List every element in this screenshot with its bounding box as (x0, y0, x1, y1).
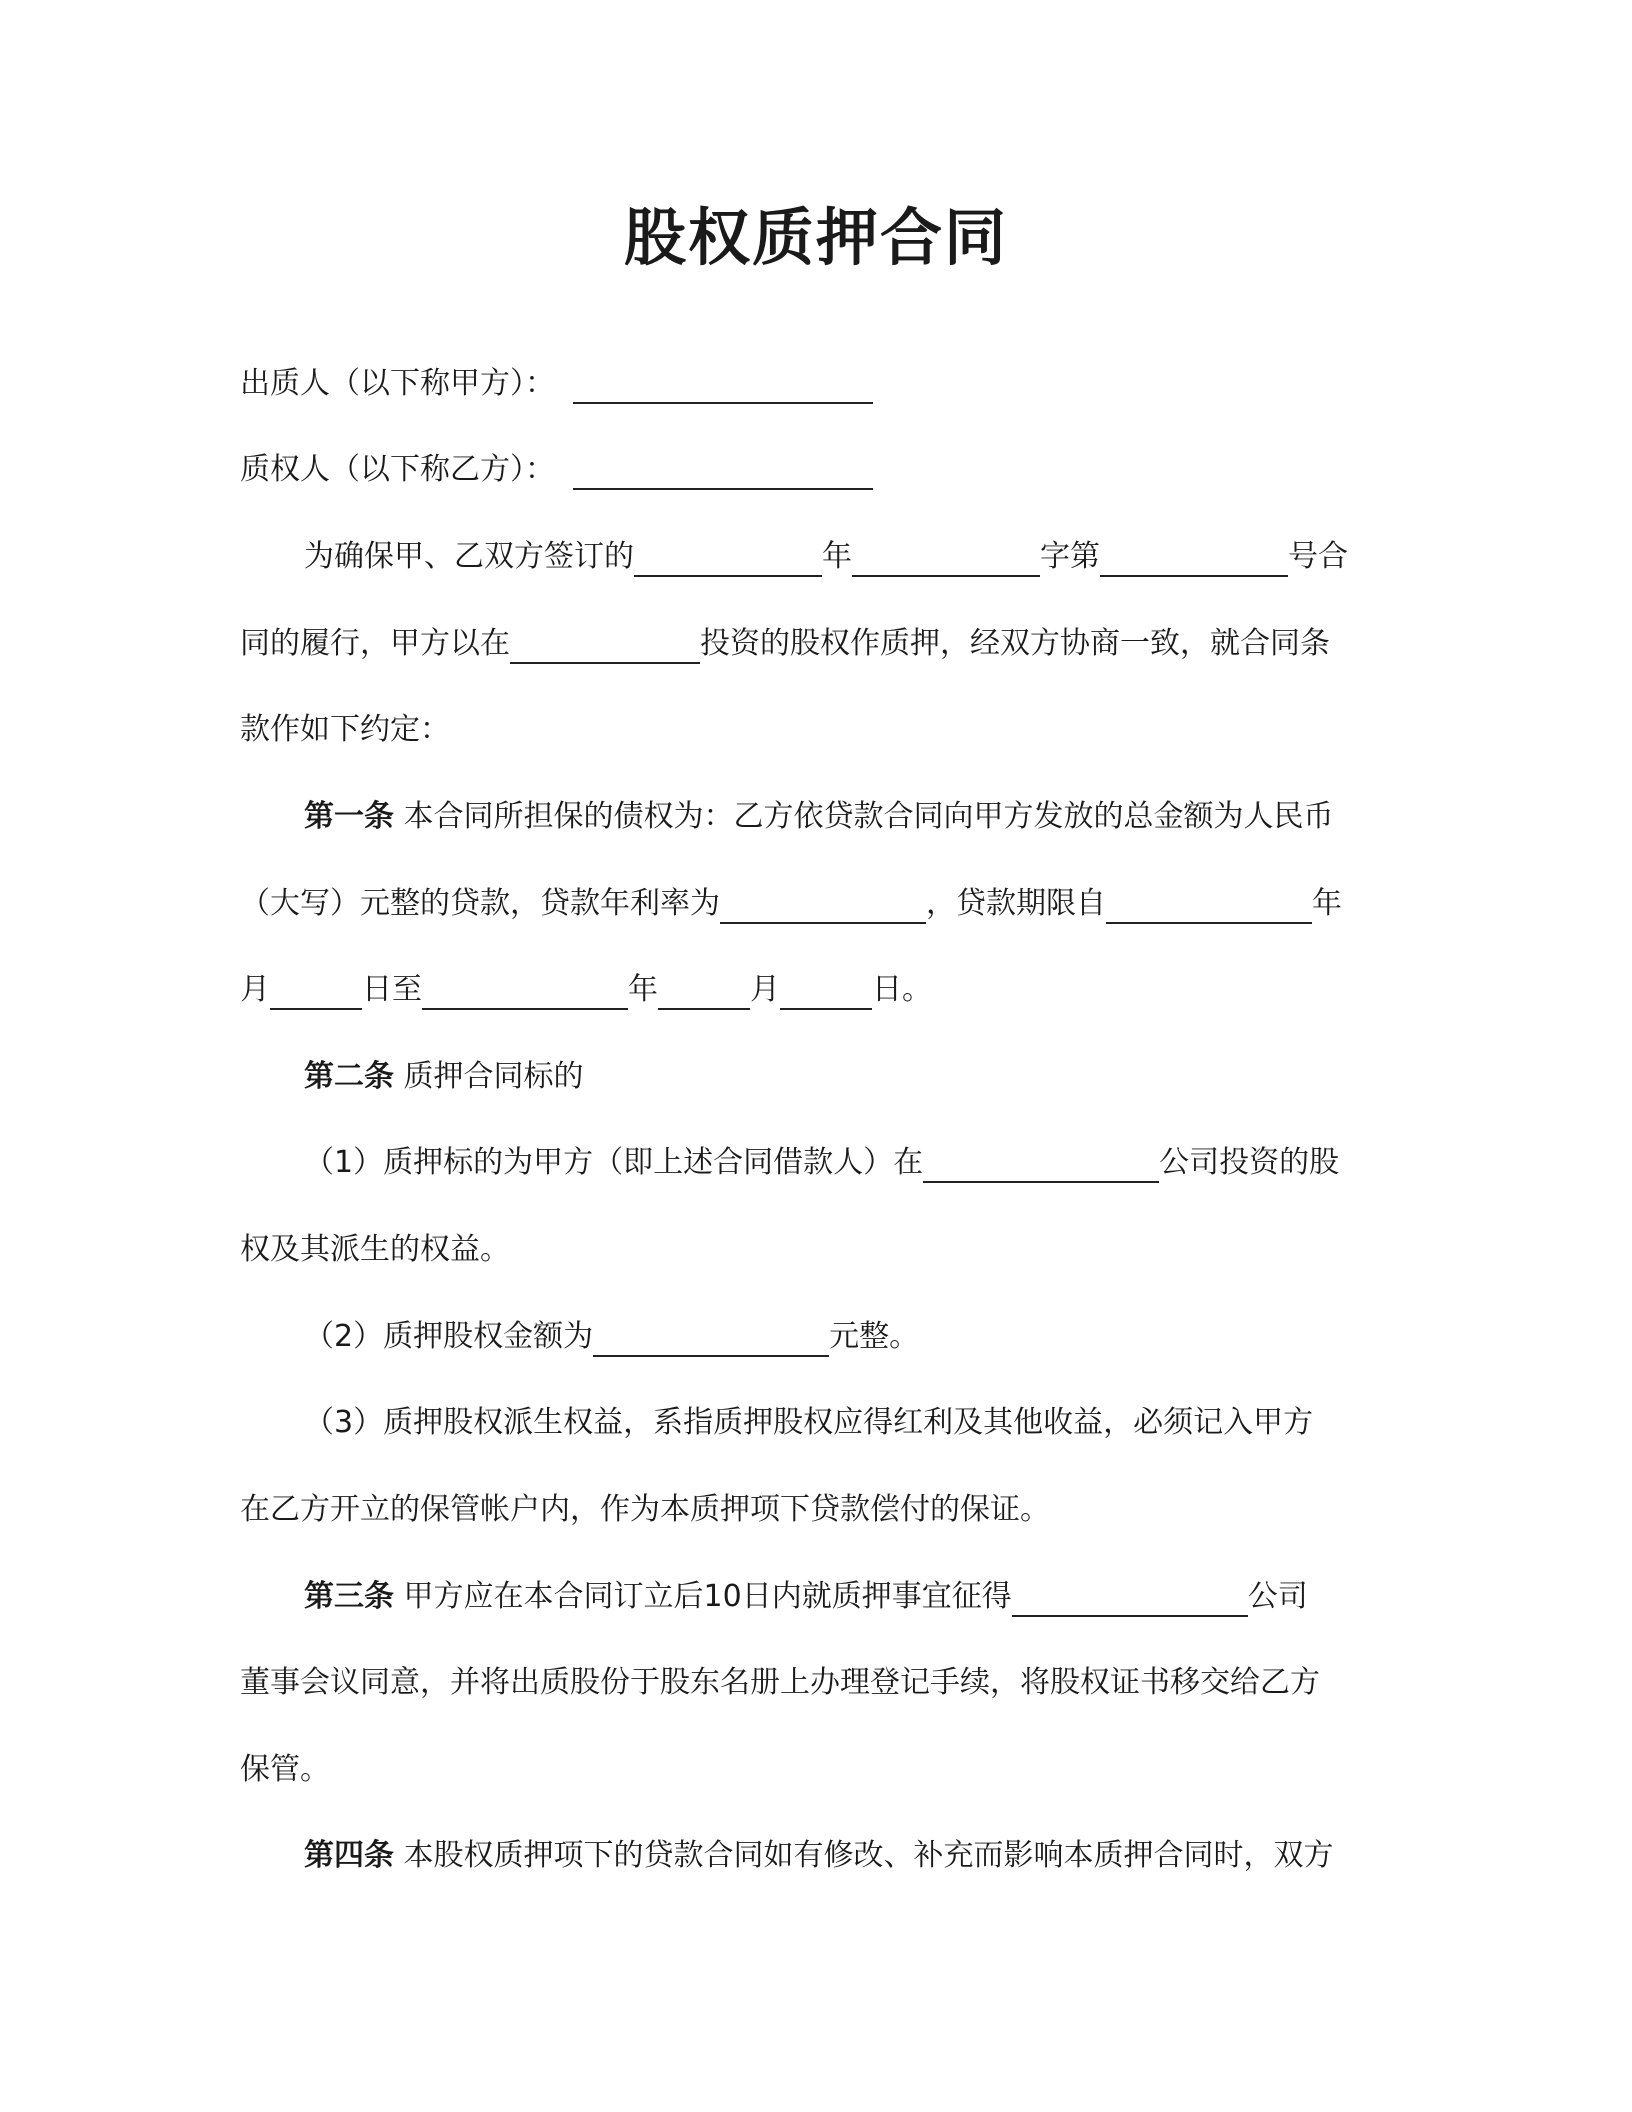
article2-item3-line-2: 在乙方开立的保管帐户内，作为本质押项下贷款偿付的保证。 (240, 1492, 1050, 1527)
article2-item1-text-b: 公司投资的股 (1159, 1145, 1340, 1180)
article3-line-3: 保管。 (240, 1752, 330, 1787)
intro-text-1d: 号合 (1288, 539, 1348, 574)
article3-text-1b: 公司 (1247, 1579, 1308, 1614)
article2-item3-line-1: （3）质押股权派生权益，系指质押股权应得红利及其他收益，必须记入甲方 (304, 1405, 1314, 1440)
pledge-amount-blank[interactable] (593, 1321, 829, 1357)
article2-item2-text-b: 元整。 (829, 1319, 920, 1354)
intro-text-2a: 同的履行，甲方以在 (240, 626, 510, 661)
article1-line-1 (240, 797, 1380, 837)
article2-item1-line-1 (240, 1143, 1380, 1183)
article4-heading: 第四条 (304, 1838, 394, 1873)
intro-text-2b: 投资的股权作质押，经双方协商一致，就合同条 (700, 626, 1330, 661)
article1-line-3 (240, 970, 1380, 1010)
loan-start-month-blank[interactable] (270, 974, 362, 1010)
article3-heading: 第三条 (304, 1579, 394, 1614)
article1-heading: 第一条 (304, 799, 394, 834)
loan-end-day-blank[interactable] (780, 974, 872, 1010)
document-title: 股权质押合同 (623, 201, 1008, 274)
article2-item1-line-2: 权及其派生的权益。 (240, 1232, 510, 1267)
intro-text-1c: 字第 (1040, 539, 1100, 574)
pledgor-label: 出质人（以下称甲方）： (240, 366, 555, 401)
article2-item2-text-a: （2）质押股权金额为 (304, 1319, 594, 1354)
pledgor-blank[interactable] (573, 368, 873, 404)
article4-line-1 (240, 1836, 1380, 1876)
article3-line-2: 董事会议同意，并将出质股份于股东名册上办理登记手续，将股权证书移交给乙方 (240, 1665, 1320, 1700)
article1-text-3e: 日。 (872, 972, 932, 1007)
pledgee-blank[interactable] (573, 454, 873, 490)
intro-text-1b: 年 (822, 539, 852, 574)
article2-heading: 第二条 (304, 1059, 394, 1094)
article1-text-3b: 日至 (362, 972, 422, 1007)
loan-start-year-blank[interactable] (1106, 888, 1312, 924)
intro-line-1 (240, 537, 1380, 577)
invest-company-blank[interactable] (510, 628, 700, 664)
pledgee-line (240, 450, 1380, 490)
article1-line-2 (240, 884, 1380, 924)
contract-year-blank[interactable] (852, 541, 1040, 577)
pledge-company-blank[interactable] (923, 1147, 1159, 1183)
article3-line-1 (240, 1577, 1380, 1617)
article1-text-1: 本合同所担保的债权为：乙方依贷款合同向甲方发放的总金额为人民币 (403, 799, 1334, 834)
approval-company-blank[interactable] (1012, 1581, 1248, 1617)
contract-number-blank[interactable] (1100, 541, 1288, 577)
article1-text-2b: ，贷款期限自 (926, 886, 1106, 921)
article2-title: 质押合同标的 (403, 1059, 584, 1094)
article1-text-2c: 年 (1312, 886, 1342, 921)
intro-text-1a: 为确保甲、乙双方签订的 (304, 539, 634, 574)
article1-text-2a: （大写）元整的贷款，贷款年利率为 (240, 886, 720, 921)
article3-text-1a: 甲方应在本合同订立后10日内就质押事宜征得 (403, 1579, 1012, 1614)
interest-rate-blank[interactable] (720, 888, 926, 924)
article4-text-1: 本股权质押项下的贷款合同如有修改、补充而影响本质押合同时，双方 (403, 1838, 1334, 1873)
article1-text-3c: 年 (628, 972, 658, 1007)
article1-text-3a: 月 (240, 972, 270, 1007)
article2-line-1 (240, 1057, 1380, 1097)
intro-line-3: 款作如下约定： (240, 712, 450, 747)
loan-end-month-blank[interactable] (658, 974, 750, 1010)
intro-line-2 (240, 624, 1380, 664)
loan-end-year-blank[interactable] (422, 974, 628, 1010)
article1-text-3d: 月 (750, 972, 780, 1007)
pledgee-label: 质权人（以下称乙方）： (240, 452, 555, 487)
article2-item1-text-a: （1）质押标的为甲方（即上述合同借款人）在 (304, 1145, 924, 1180)
contract-party-blank[interactable] (634, 541, 822, 577)
pledgor-line (240, 364, 1380, 404)
article2-item2-line (240, 1317, 1380, 1357)
